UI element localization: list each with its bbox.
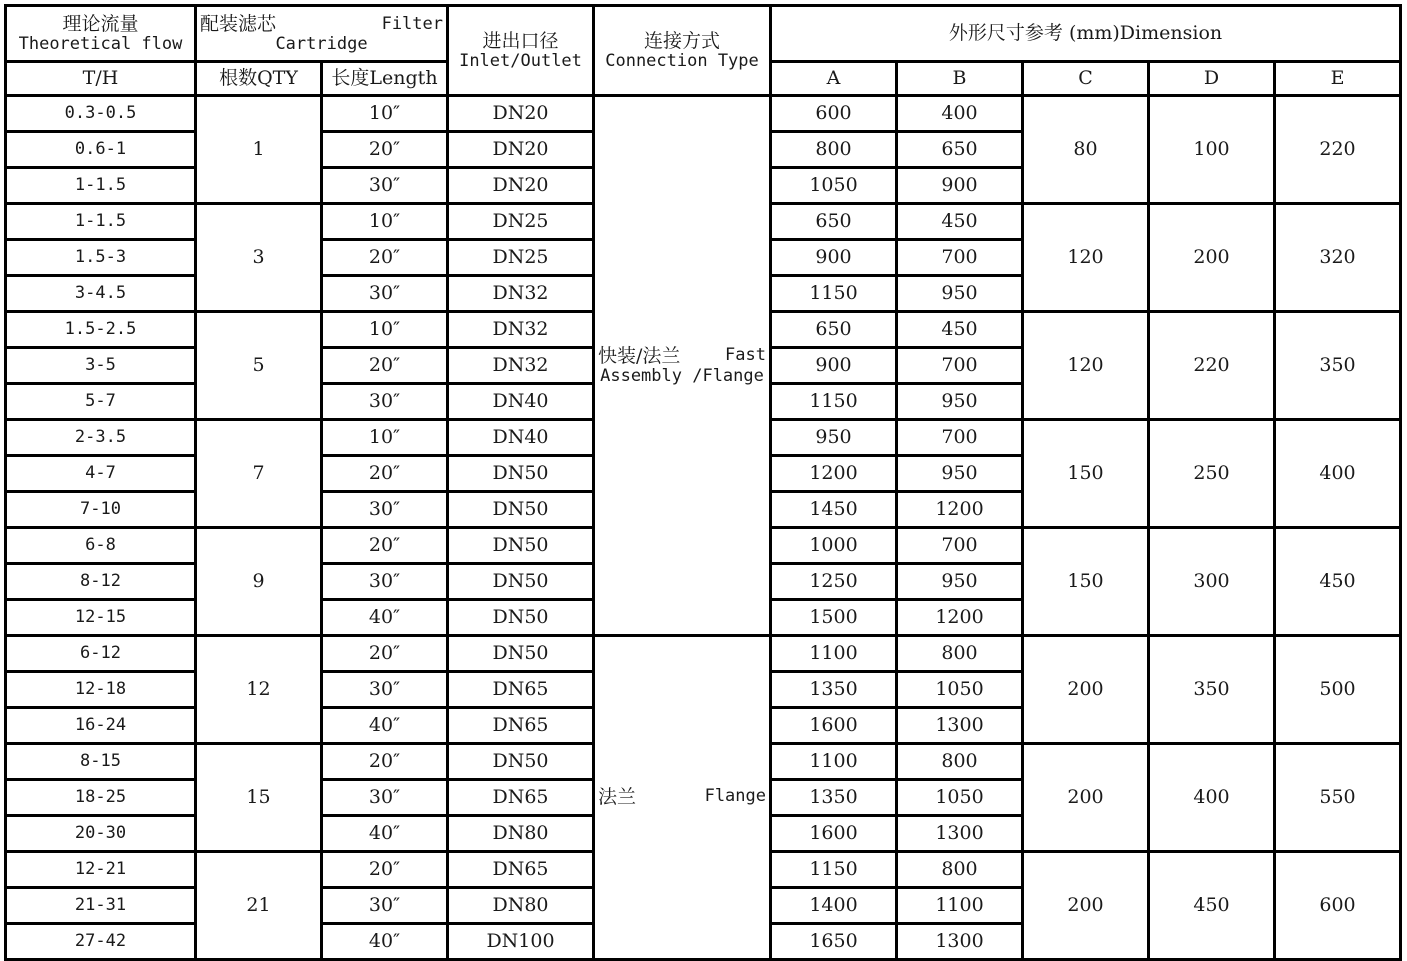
flow-cell: 5-7: [6, 384, 196, 420]
dim-c-cell: 200: [1023, 636, 1149, 744]
qty-cell: 15: [196, 744, 322, 852]
flow-cell: 0.6-1: [6, 132, 196, 168]
dim-b-cell: 1200: [897, 492, 1023, 528]
dim-a-cell: 1100: [771, 744, 897, 780]
dim-b-cell: 400: [897, 96, 1023, 132]
dim-d-header: D: [1149, 62, 1275, 96]
dim-d-cell: 350: [1149, 636, 1275, 744]
dn-cell: DN80: [448, 888, 594, 924]
length-header: 长度Length: [322, 62, 448, 96]
connection-header: [594, 6, 771, 96]
dim-e-cell: 220: [1275, 96, 1401, 204]
flow-cell: 21-31: [6, 888, 196, 924]
connection-cell-flange: [594, 636, 771, 960]
dim-b-cell: 1300: [897, 816, 1023, 852]
flow-cell: 6-8: [6, 528, 196, 564]
dim-a-cell: 1000: [771, 528, 897, 564]
dim-d-cell: 220: [1149, 312, 1275, 420]
length-cell: 20″: [322, 240, 448, 276]
dim-a-cell: 650: [771, 204, 897, 240]
dim-c-cell: 150: [1023, 420, 1149, 528]
dim-a-cell: 1150: [771, 276, 897, 312]
dim-a-cell: 1400: [771, 888, 897, 924]
dim-a-cell: 800: [771, 132, 897, 168]
dimension-header: 外形尺寸参考 (mm)Dimension: [771, 6, 1401, 62]
dn-cell: DN25: [448, 240, 594, 276]
flow-cell: 7-10: [6, 492, 196, 528]
flow-header: [6, 6, 196, 62]
dim-b-cell: 700: [897, 420, 1023, 456]
flow-header-cn: 理论流量: [62, 12, 139, 35]
dim-b-cell: 950: [897, 564, 1023, 600]
connection-header-en: Connection Type: [605, 50, 759, 71]
inlet-header: [448, 6, 594, 96]
length-cell: 40″: [322, 816, 448, 852]
dim-b-cell: 950: [897, 384, 1023, 420]
dim-a-cell: 1650: [771, 924, 897, 960]
dim-c-cell: 120: [1023, 204, 1149, 312]
dim-b-cell: 700: [897, 240, 1023, 276]
flow-cell: 18-25: [6, 780, 196, 816]
length-cell: 20″: [322, 132, 448, 168]
dim-b-cell: 800: [897, 744, 1023, 780]
dim-a-cell: 1100: [771, 636, 897, 672]
flow-cell: 4-7: [6, 456, 196, 492]
flow-cell: 0.3-0.5: [6, 96, 196, 132]
flow-cell: 1-1.5: [6, 204, 196, 240]
length-cell: 10″: [322, 204, 448, 240]
flow-cell: 6-12: [6, 636, 196, 672]
dn-cell: DN65: [448, 708, 594, 744]
dim-e-cell: 400: [1275, 420, 1401, 528]
connection-flange-line: [598, 787, 766, 808]
dim-a-cell: 1150: [771, 384, 897, 420]
dim-b-cell: 1300: [897, 708, 1023, 744]
dim-e-header: E: [1275, 62, 1401, 96]
connection-flange-en: Flange: [704, 786, 766, 807]
dim-b-header: B: [897, 62, 1023, 96]
inlet-header-en: Inlet/Outlet: [459, 50, 582, 71]
dn-cell: DN100: [448, 924, 594, 960]
qty-cell: 7: [196, 420, 322, 528]
dim-b-cell: 800: [897, 852, 1023, 888]
flow-cell: 12-21: [6, 852, 196, 888]
length-cell: 30″: [322, 492, 448, 528]
connection-fast-en: Fast: [725, 344, 766, 365]
cartridge-header-en1: Filter: [381, 13, 443, 34]
dn-cell: DN65: [448, 780, 594, 816]
flow-cell: 27-42: [6, 924, 196, 960]
filter-spec-table: [4, 4, 1402, 961]
length-cell: 30″: [322, 888, 448, 924]
length-cell: 40″: [322, 600, 448, 636]
dim-b-cell: 1300: [897, 924, 1023, 960]
connection-fast-cn: 快装/法兰: [598, 344, 681, 367]
dim-c-cell: 120: [1023, 312, 1149, 420]
dn-cell: DN32: [448, 276, 594, 312]
length-cell: 20″: [322, 744, 448, 780]
dim-d-cell: 450: [1149, 852, 1275, 960]
dim-b-cell: 1050: [897, 672, 1023, 708]
dn-cell: DN80: [448, 816, 594, 852]
dim-a-cell: 1600: [771, 816, 897, 852]
dim-a-cell: 1500: [771, 600, 897, 636]
inlet-header-cn: 进出口径: [482, 29, 559, 52]
dim-b-cell: 450: [897, 312, 1023, 348]
dim-c-cell: 200: [1023, 744, 1149, 852]
dim-a-cell: 900: [771, 240, 897, 276]
dim-a-cell: 600: [771, 96, 897, 132]
dim-a-cell: 1250: [771, 564, 897, 600]
length-cell: 40″: [322, 708, 448, 744]
qty-cell: 12: [196, 636, 322, 744]
qty-cell: 9: [196, 528, 322, 636]
connection-fast-line-1: [598, 346, 766, 367]
dim-e-cell: 600: [1275, 852, 1401, 960]
length-cell: 30″: [322, 384, 448, 420]
dim-a-cell: 950: [771, 420, 897, 456]
qty-cell: 1: [196, 96, 322, 204]
dn-cell: DN25: [448, 204, 594, 240]
dim-d-cell: 250: [1149, 420, 1275, 528]
length-cell: 20″: [322, 636, 448, 672]
dim-b-cell: 650: [897, 132, 1023, 168]
dn-cell: DN50: [448, 492, 594, 528]
length-cell: 30″: [322, 168, 448, 204]
dim-b-cell: 950: [897, 456, 1023, 492]
qty-cell: 21: [196, 852, 322, 960]
flow-cell: 1.5-2.5: [6, 312, 196, 348]
flow-cell: 12-15: [6, 600, 196, 636]
dn-cell: DN50: [448, 636, 594, 672]
dim-a-cell: 1350: [771, 780, 897, 816]
length-cell: 10″: [322, 420, 448, 456]
dim-a-cell: 900: [771, 348, 897, 384]
dn-cell: DN20: [448, 96, 594, 132]
qty-cell: 3: [196, 204, 322, 312]
dn-cell: DN50: [448, 564, 594, 600]
dim-e-cell: 350: [1275, 312, 1401, 420]
qty-header: 根数QTY: [196, 62, 322, 96]
dim-c-cell: 150: [1023, 528, 1149, 636]
dim-c-cell: 80: [1023, 96, 1149, 204]
flow-cell: 3-5: [6, 348, 196, 384]
connection-cell-fast: [594, 96, 771, 636]
dim-d-cell: 400: [1149, 744, 1275, 852]
dn-cell: DN20: [448, 168, 594, 204]
length-cell: 10″: [322, 312, 448, 348]
flow-cell: 3-4.5: [6, 276, 196, 312]
th-header: T/H: [6, 62, 196, 96]
table-row: [6, 636, 1401, 672]
dim-a-cell: 1350: [771, 672, 897, 708]
dim-a-cell: 1050: [771, 168, 897, 204]
length-cell: 20″: [322, 852, 448, 888]
table-row: [6, 96, 1401, 132]
flow-cell: 1.5-3: [6, 240, 196, 276]
dn-cell: DN40: [448, 420, 594, 456]
dim-b-cell: 700: [897, 348, 1023, 384]
dim-e-cell: 500: [1275, 636, 1401, 744]
length-cell: 20″: [322, 528, 448, 564]
flow-cell: 12-18: [6, 672, 196, 708]
dn-cell: DN20: [448, 132, 594, 168]
qty-cell: 5: [196, 312, 322, 420]
flow-header-en: Theoretical flow: [18, 33, 183, 54]
dim-a-cell: 1600: [771, 708, 897, 744]
dim-b-cell: 1200: [897, 600, 1023, 636]
connection-header-cn: 连接方式: [643, 29, 720, 52]
dim-b-cell: 1100: [897, 888, 1023, 924]
dim-a-header: A: [771, 62, 897, 96]
dn-cell: DN50: [448, 456, 594, 492]
dn-cell: DN65: [448, 852, 594, 888]
dn-cell: DN65: [448, 672, 594, 708]
dim-a-cell: 1150: [771, 852, 897, 888]
cartridge-header-cn: 配装滤芯: [200, 12, 277, 35]
length-cell: 30″: [322, 276, 448, 312]
length-cell: 30″: [322, 672, 448, 708]
dim-b-cell: 900: [897, 168, 1023, 204]
cartridge-header: [196, 6, 448, 62]
dim-d-cell: 200: [1149, 204, 1275, 312]
flow-cell: 2-3.5: [6, 420, 196, 456]
length-cell: 20″: [322, 456, 448, 492]
length-cell: 30″: [322, 780, 448, 816]
dn-cell: DN50: [448, 528, 594, 564]
dn-cell: DN32: [448, 312, 594, 348]
flow-cell: 8-15: [6, 744, 196, 780]
dim-b-cell: 450: [897, 204, 1023, 240]
dn-cell: DN50: [448, 744, 594, 780]
dim-b-cell: 950: [897, 276, 1023, 312]
dn-cell: DN32: [448, 348, 594, 384]
dim-b-cell: 1050: [897, 780, 1023, 816]
flow-cell: 16-24: [6, 708, 196, 744]
dim-c-header: C: [1023, 62, 1149, 96]
dim-d-cell: 300: [1149, 528, 1275, 636]
length-cell: 30″: [322, 564, 448, 600]
flow-cell: 20-30: [6, 816, 196, 852]
length-cell: 20″: [322, 348, 448, 384]
dim-b-cell: 700: [897, 528, 1023, 564]
connection-fast-line-2: Assembly /Flange: [600, 365, 764, 386]
dn-cell: DN40: [448, 384, 594, 420]
dn-cell: DN50: [448, 600, 594, 636]
length-cell: 40″: [322, 924, 448, 960]
dim-d-cell: 100: [1149, 96, 1275, 204]
dim-a-cell: 1450: [771, 492, 897, 528]
flow-cell: 1-1.5: [6, 168, 196, 204]
dim-e-cell: 450: [1275, 528, 1401, 636]
dim-c-cell: 200: [1023, 852, 1149, 960]
length-cell: 10″: [322, 96, 448, 132]
connection-flange-cn: 法兰: [598, 786, 637, 809]
dim-a-cell: 650: [771, 312, 897, 348]
dim-b-cell: 800: [897, 636, 1023, 672]
dim-e-cell: 550: [1275, 744, 1401, 852]
cartridge-header-en2: Cartridge: [275, 33, 368, 54]
header-row-1: [6, 6, 1401, 62]
dim-e-cell: 320: [1275, 204, 1401, 312]
flow-cell: 8-12: [6, 564, 196, 600]
dim-a-cell: 1200: [771, 456, 897, 492]
